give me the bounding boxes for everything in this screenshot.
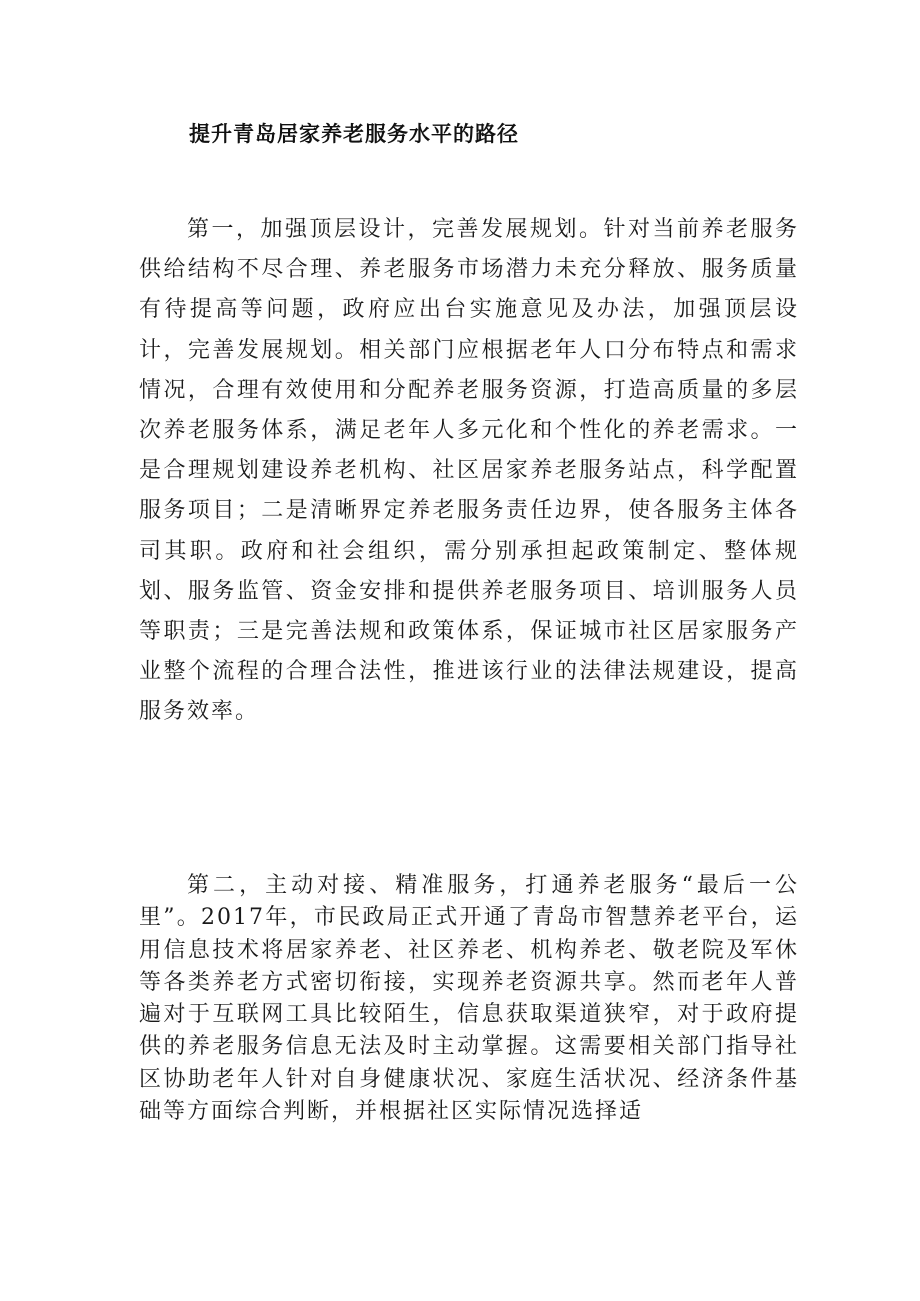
paragraph-1: 第一，加强顶层设计，完善发展规划。针对当前养老服务供给结构不尽合理、养老服务市场潜力未充分释放、服务质量有待提高等问题，政府应出台实施意见及办法，加强顶层设计，完善发展规划。相关部门应根据老年人口分布特点和需求情况，合理有效使用和分配养老服务资源，打造高质量的多层次养老服务体系，满足老年人多元化和个性化的养老需求。一是合理规划建设养老机构、社区居家养老服务站点，科学配置服务项目；二是清晰界定养老服务责任边界，使各服务主体各司其职。政府和社会组织，需分别承担起政策制定、整体规划、服务监管、资金安排和提供养老服务项目、培训服务人员等职责；三是完善法规和政策体系，保证城市社区居家服务产业整个流程的合理合法性，推进该行业的法律法规建设，提高服务效率。 [139, 217, 799, 725]
document-title: 提升青岛居家养老服务水平的路径 [189, 122, 519, 146]
paragraph-2: 第二，主动对接、精准服务，打通养老服务“最后一公里”。2017年，市民政局正式开通了青岛市智慧养老平台，运用信息技术将居家养老、社区养老、机构养老、敬老院及军休等各类养老方式密切衔接，实现养老资源共享。然而老年人普遍对于互联网工具比较陌生，信息获取渠道狭窄，对于政府提供的养老服务信息无法及时主动掌握。这需要相关部门指导社区协助老年人针对自身健康状况、家庭生活状况、经济条件基础等方面综合判断，并根据社区实际情况选择适 [139, 873, 799, 1125]
